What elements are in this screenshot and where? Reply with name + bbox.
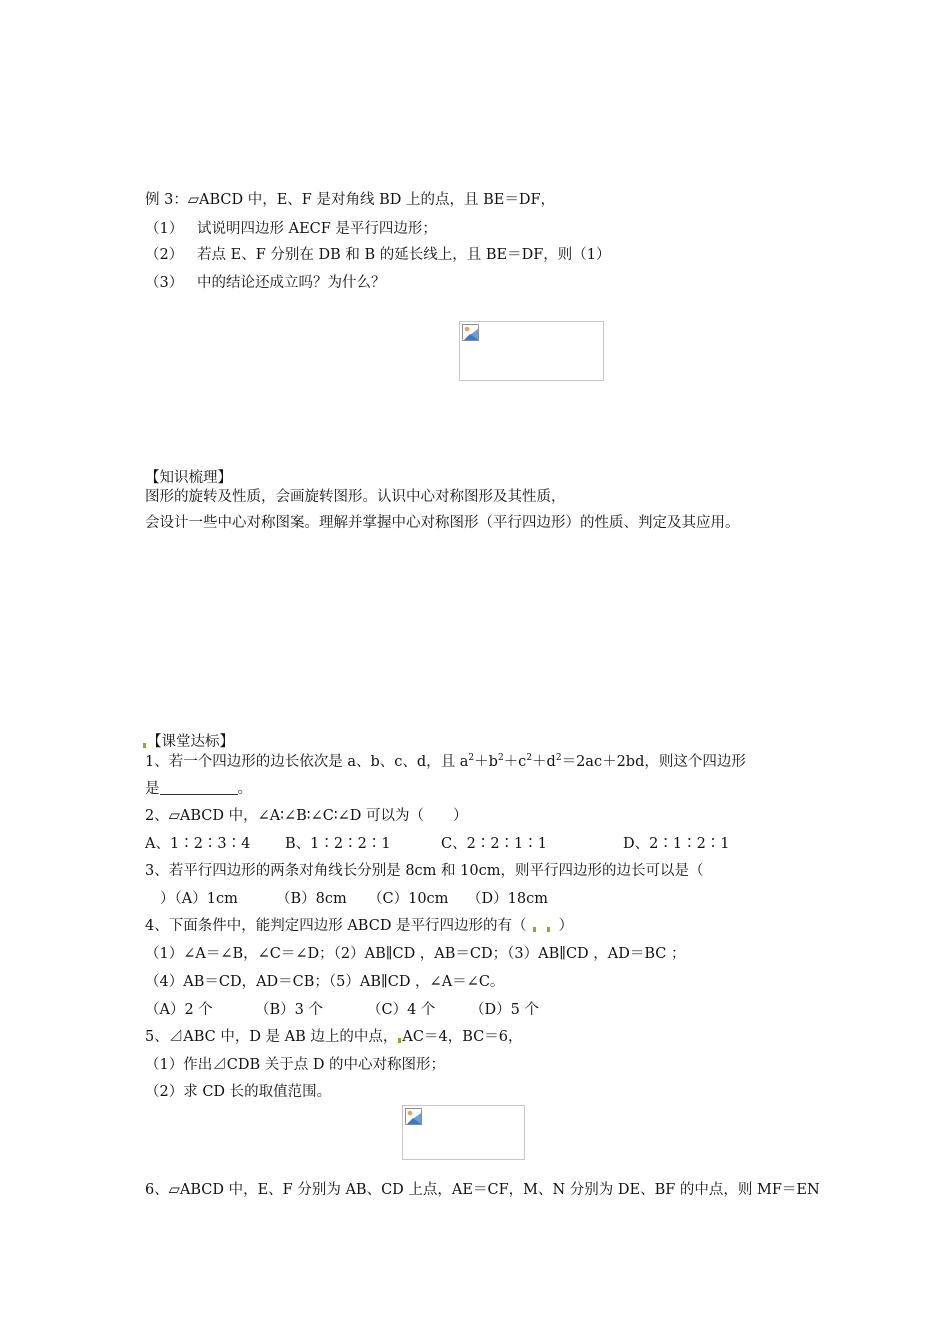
marker: [533, 927, 536, 932]
q3-option-a: ）（A）1cm: [160, 891, 238, 907]
q3-option-b: （B）8cm: [276, 891, 347, 907]
q2-option-d: D、2∶1∶2∶1: [623, 836, 730, 852]
q4-option-a: （A）2 个: [145, 1002, 213, 1018]
exponent: 2: [468, 753, 475, 763]
knowledge-line-1: 图形的旋转及性质，会画旋转图形。认识中心对称图形及其性质，: [145, 489, 566, 505]
broken-image-icon: [405, 1108, 422, 1125]
exponent: 2: [497, 753, 504, 763]
item-text: 中的结论还成立吗？为什么？: [197, 275, 386, 291]
q2-option-b: B、1∶2∶2∶1: [285, 836, 391, 852]
q4-option-b: （B）3 个: [255, 1002, 323, 1018]
q1-line-1: [145, 752, 746, 772]
example3-item-2: [145, 245, 611, 265]
knowledge-heading: 【知识梳理】: [145, 470, 232, 486]
exponent: 2: [526, 753, 533, 763]
example3-item-3: [145, 273, 386, 293]
q4-stem: 4、下面条件中，能判定四边形 ABCD 是平行四边形的有（: [145, 918, 527, 934]
item-text: 试说明四边形 AECF 是平行四边形；: [197, 221, 437, 237]
q1-text: ＋c: [503, 754, 527, 770]
q5-figure-placeholder: [402, 1105, 525, 1160]
q1-text: ＋b: [474, 754, 498, 770]
marker: [547, 927, 550, 932]
q1-line-2: [145, 779, 252, 799]
q4-stem-end: ）: [558, 918, 574, 934]
example3-item-1: [145, 219, 437, 239]
item-number: （3）: [145, 275, 184, 291]
exponent: 2: [555, 753, 562, 763]
item-text: 若点 E、F 分别在 DB 和 B 的延长线上，且 BE＝DF，则（1）: [197, 247, 611, 263]
q2-stem: 2、▱ABCD 中，∠A∶∠B∶∠C∶∠D 可以为（ ）: [145, 808, 468, 824]
q1-text: ＋d: [532, 754, 556, 770]
q3-option-d: （D）18cm: [467, 891, 548, 907]
q4-option-c: （C）4 个: [367, 1002, 436, 1018]
broken-image-icon: [462, 324, 479, 341]
q1-text: 1、若一个四边形的边长依次是 a、b、c、d，且 a: [145, 754, 469, 770]
q5-stem-b: AC＝4，BC＝6，: [402, 1029, 523, 1045]
q1-text: 。: [237, 781, 252, 797]
classroom-heading: 【课堂达标】: [147, 734, 234, 750]
q4-conditions-2: （4）AB＝CD，AD＝CB；（5）AB∥CD ，∠A＝∠C。: [145, 974, 505, 990]
q5-part-2: （2）求 CD 长的取值范围。: [145, 1084, 332, 1100]
example3-figure-placeholder: [459, 321, 604, 381]
marker: [143, 743, 146, 748]
marker: [398, 1038, 401, 1043]
q1-text: 是: [145, 781, 160, 797]
q5-stem-a: 5、⊿ABC 中，D 是 AB 边上的中点，: [145, 1029, 398, 1045]
q6-stem: 6、▱ABCD 中，E、F 分别为 AB、CD 上点，AE＝CF，M、N 分别为 DE、BF 的中点，则 MF＝EN: [145, 1182, 820, 1198]
q1-text: ＝2ac＋2bd，则这个四边形: [561, 754, 746, 770]
q5-part-1: （1）作出⊿CDB 关于点 D 的中心对称图形；: [145, 1057, 446, 1073]
example3-title: 例 3：▱ABCD 中，E、F 是对角线 BD 上的点，且 BE＝DF，: [145, 192, 555, 208]
q2-option-a: A、1∶2∶3∶4: [145, 836, 251, 852]
q3-option-c: （C）10cm: [368, 891, 449, 907]
q5-stem-row: [145, 1027, 522, 1047]
q2-option-c: C、2∶2∶1∶1: [441, 836, 547, 852]
knowledge-line-2: 会设计一些中心对称图案。理解并掌握中心对称图形（平行四边形）的性质、判定及其应用。: [145, 515, 740, 531]
q4-conditions-1: （1）∠A＝∠B，∠C＝∠D；（2）AB∥CD ，AB＝CD；（3）AB∥CD ，AD＝BC ；: [145, 946, 686, 962]
q3-stem: 3、若平行四边形的两条对角线长分别是 8cm 和 10cm，则平行四边形的边长可以是（: [145, 863, 704, 879]
classroom-heading-row: [142, 732, 234, 752]
answer-blank[interactable]: [160, 780, 238, 795]
item-number: （1）: [145, 221, 184, 237]
q4-option-d: （D）5 个: [470, 1002, 539, 1018]
item-number: （2）: [145, 247, 184, 263]
q4-stem-row: [145, 916, 573, 936]
